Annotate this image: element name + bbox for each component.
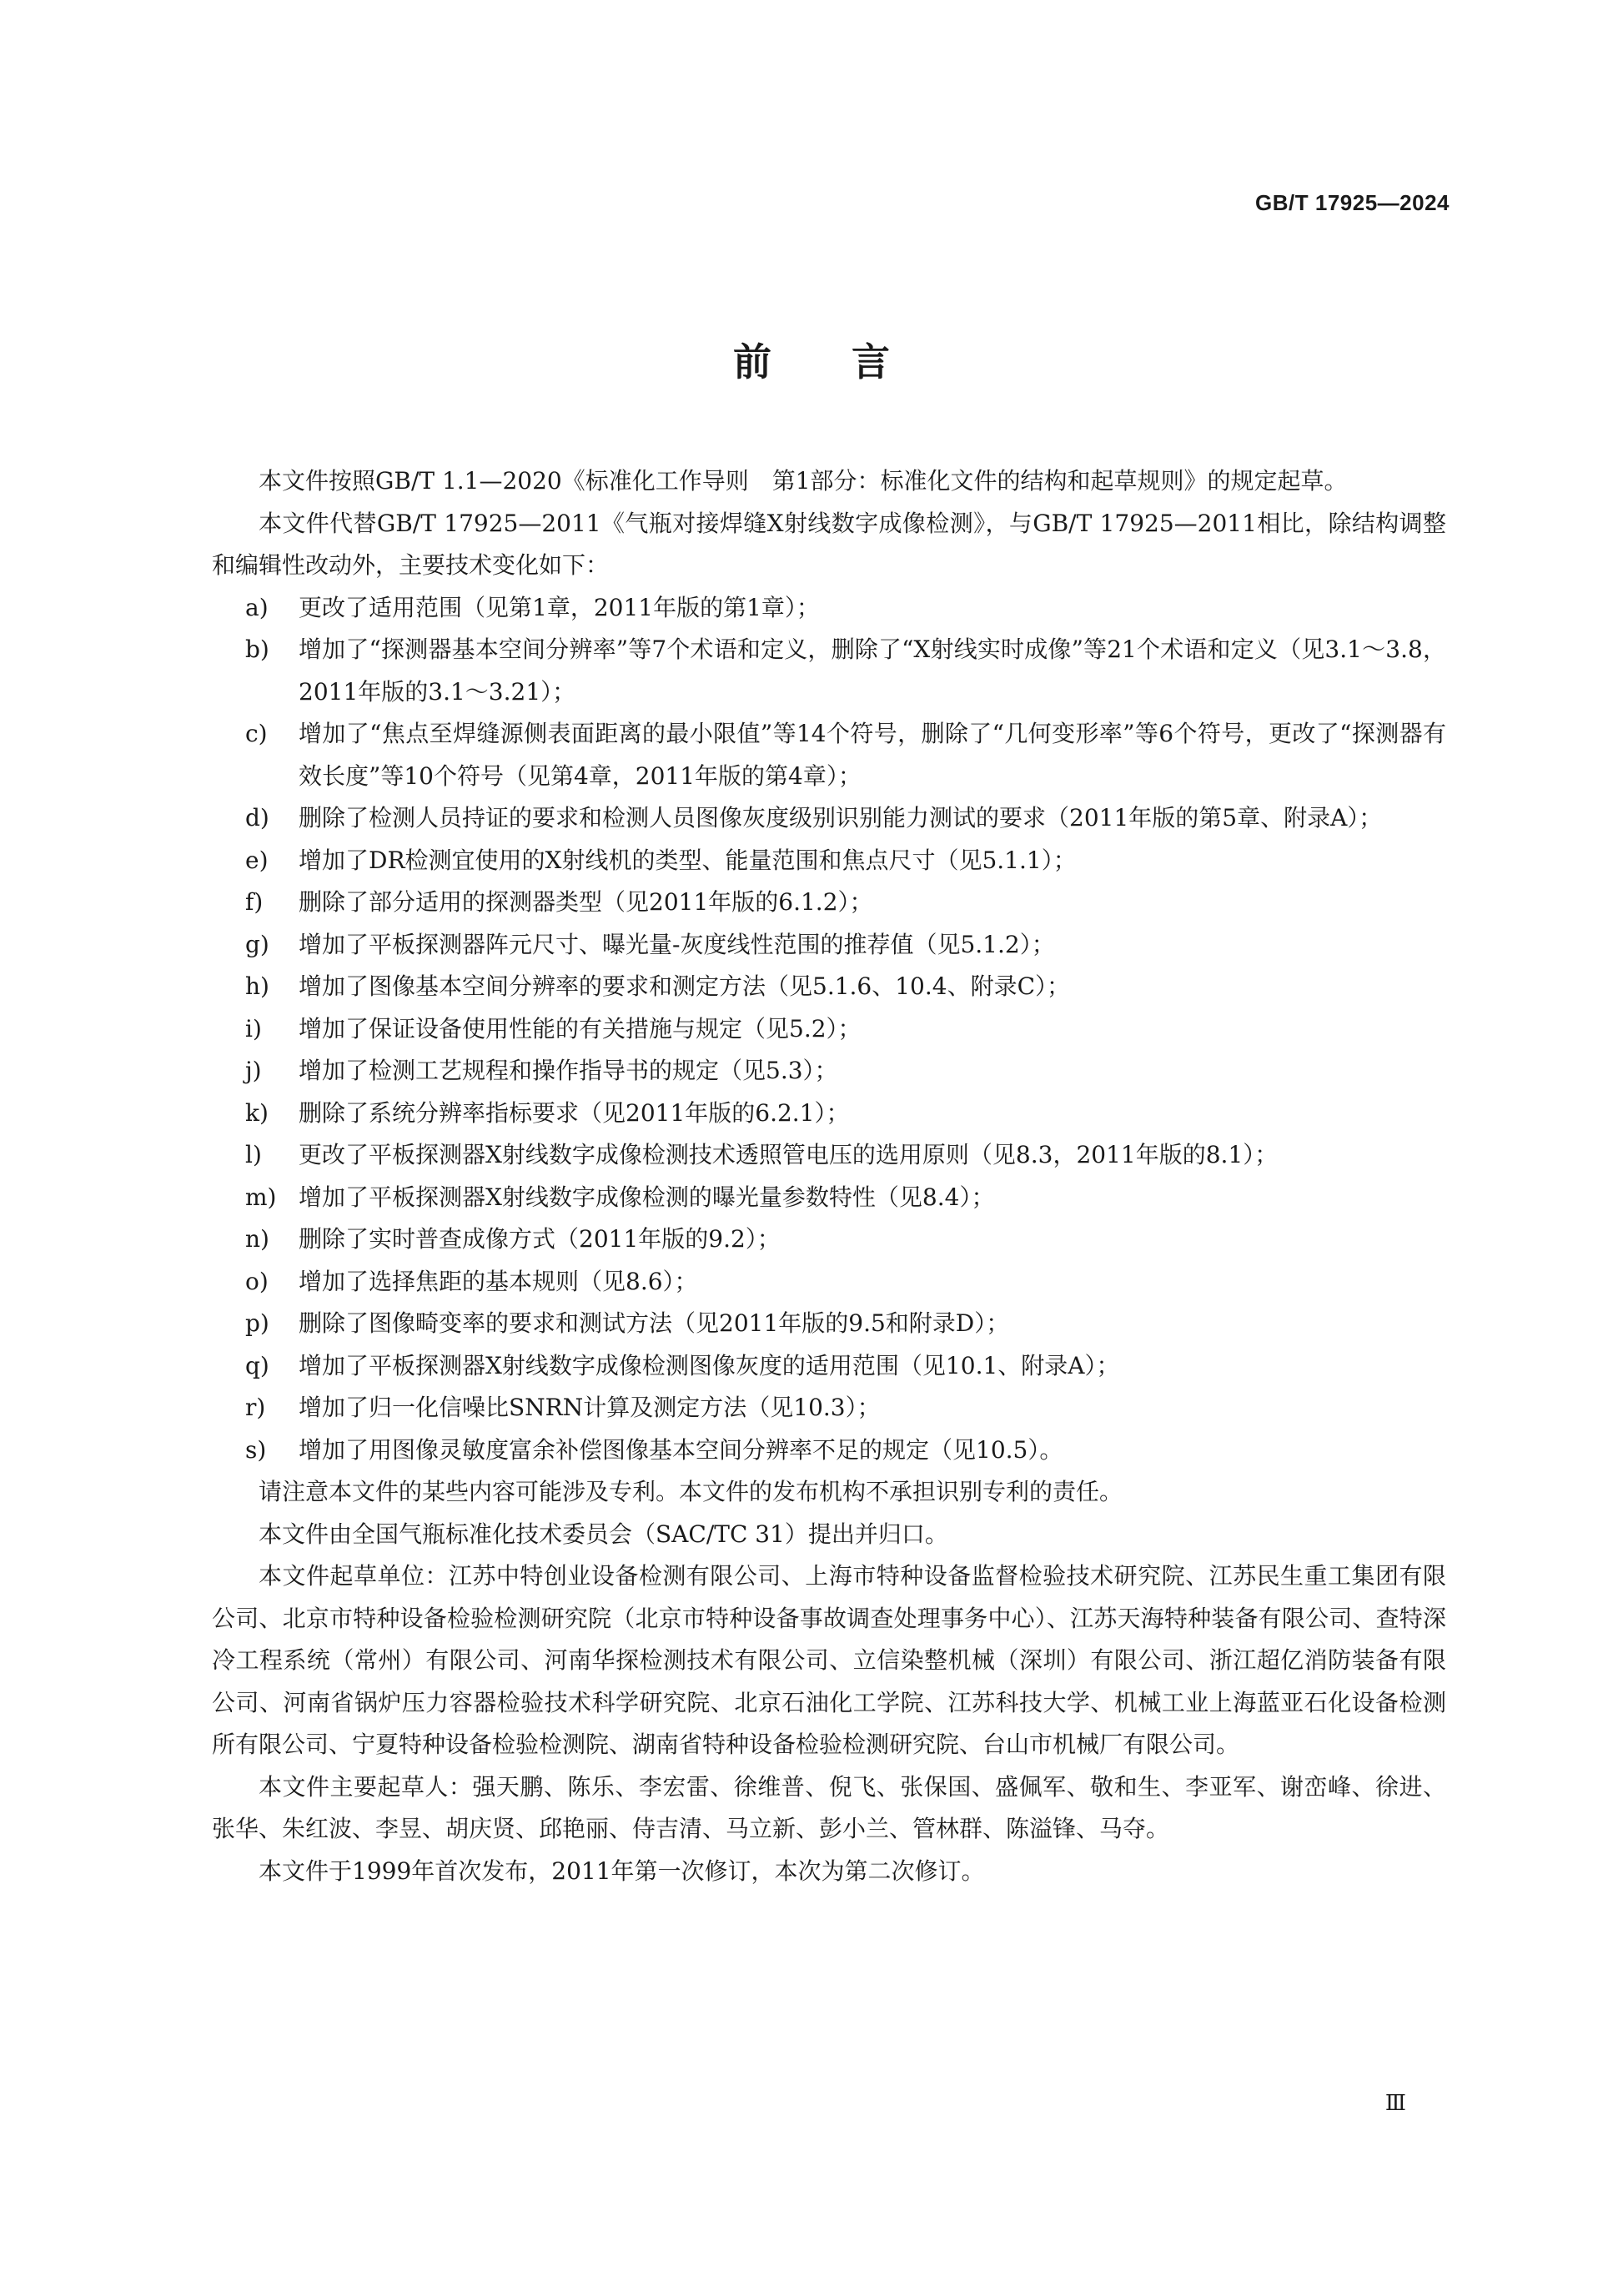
- list-item-label: b): [245, 636, 269, 663]
- list-item: [212, 629, 1446, 713]
- list-item-label: k): [245, 1098, 269, 1127]
- list-item-text: 删除了实时普查成像方式（2011年版的9.2）；: [299, 1225, 781, 1253]
- list-item: [212, 1303, 1446, 1345]
- list-item-text: 增加了DR检测宜使用的X射线机的类型、能量范围和焦点尺寸（见5.1.1）；: [299, 846, 1077, 874]
- list-item: [212, 1008, 1446, 1051]
- list-item-label: m): [245, 1183, 277, 1211]
- list-item-text: 增加了平板探测器X射线数字成像检测的曝光量参数特性（见8.4）；: [299, 1183, 995, 1211]
- list-item: [212, 1093, 1446, 1135]
- list-item: [212, 882, 1446, 924]
- list-item-text: 删除了检测人员持证的要求和检测人员图像灰度级别识别能力测试的要求（2011年版的第5章、附录A）；: [299, 804, 1383, 831]
- list-item-label: q): [245, 1351, 269, 1379]
- intro-paragraph-drafting-rules: 本文件按照GB/T 1.1—2020《标准化工作导则 第1部分：标准化文件的结构和起草规则》的规定起草。: [259, 467, 1348, 495]
- list-item-label: f): [245, 888, 264, 916]
- proposer-statement: 本文件由全国气瓶标准化技术委员会（SAC/TC 31）提出并归口。: [259, 1520, 948, 1548]
- list-item-label: j): [245, 1057, 262, 1084]
- list-item-text: 删除了图像畸变率的要求和测试方法（见2011年版的9.5和附录D）；: [299, 1309, 1010, 1337]
- list-item: [212, 1218, 1446, 1261]
- list-item: [212, 1387, 1446, 1429]
- drafting-persons: 本文件主要起草人：强天鹏、陈乐、李宏雷、徐维普、倪飞、张保国、盛佩军、敬和生、李亚军、谢峦峰、徐进、张华、朱红波、李昱、胡庆贤、邱艳丽、侍吉清、马立新、彭小兰、管林群、陈溢锋、马夺。: [212, 1772, 1446, 1842]
- list-item-text: 增加了保证设备使用性能的有关措施与规定（见5.2）；: [299, 1014, 862, 1042]
- publication-history: 本文件于1999年首次发布，2011年第一次修订，本次为第二次修订。: [259, 1856, 985, 1885]
- list-item-label: s): [245, 1435, 267, 1464]
- list-item-text: 增加了归一化信噪比SNRN计算及测定方法（见10.3）；: [299, 1394, 881, 1421]
- page-number: Ⅲ: [1384, 2091, 1406, 2116]
- drafting-organizations: 本文件起草单位：江苏中特创业设备检测有限公司、上海市特种设备监督检验技术研究院、江苏民生重工集团有限公司、北京市特种设备检验检测研究院（北京市特种设备事故调查处理事务中心）、江苏天海特种装备有限公司、查特深冷工程系统（常州）有限公司、河南华探检测技术有限公司、立信染整机械（深圳）有限公司、浙江超亿消防装备有限公司、河南省锅炉压力容器检验技术科学研究院、北京石油化工学院、江苏科技大学、机械工业上海蓝亚石化设备检测所有限公司、宁夏特种设备检验检测院、湖南省特种设备检验检测研究院、台山市机械厂有限公司。: [212, 1562, 1446, 1758]
- list-item: [212, 1177, 1446, 1219]
- list-item-label: e): [245, 846, 269, 874]
- list-item-label: n): [245, 1225, 269, 1253]
- list-item-text: 增加了选择焦距的基本规则（见8.6）；: [299, 1267, 698, 1295]
- list-item-text: 增加了“焦点至焊缝源侧表面距离的最小限值”等14个符号，删除了“几何变形率”等6个符号，更改了“探测器有效长度”等10个符号（见第4章，2011年版的第4章）；: [299, 720, 1446, 790]
- list-item-label: r): [245, 1394, 266, 1421]
- list-item-label: g): [245, 930, 269, 958]
- list-item-text: 删除了部分适用的探测器类型（见2011年版的6.1.2）；: [299, 888, 873, 916]
- list-item-label: a): [245, 593, 269, 621]
- list-item: [212, 1429, 1446, 1472]
- list-item: [212, 1261, 1446, 1304]
- list-item-text: 更改了平板探测器X射线数字成像检测技术透照管电压的选用原则（见8.3，2011年版的8.1）；: [299, 1141, 1279, 1168]
- list-item: [212, 924, 1446, 967]
- list-item: [212, 1134, 1446, 1177]
- list-item-text: 增加了平板探测器阵元尺寸、曝光量-灰度线性范围的推荐值（见5.1.2）；: [299, 930, 1055, 958]
- list-item: [212, 797, 1446, 840]
- list-item-label: p): [245, 1309, 269, 1337]
- list-item-label: o): [245, 1267, 269, 1295]
- list-item-label: i): [245, 1014, 262, 1042]
- foreword-body: [212, 460, 1446, 1892]
- list-item-text: 增加了“探测器基本空间分辨率”等7个术语和定义，删除了“X射线实时成像”等21个术语和定义（见3.1～3.8，2011年版的3.1～3.21）；: [299, 636, 1446, 706]
- list-item-text: 增加了平板探测器X射线数字成像检测图像灰度的适用范围（见10.1、附录A）；: [299, 1351, 1120, 1379]
- page-title: 前言: [733, 339, 970, 384]
- list-item-label: h): [245, 972, 269, 1000]
- list-item-label: l): [245, 1141, 262, 1168]
- list-item: [212, 1345, 1446, 1388]
- list-item: [212, 966, 1446, 1008]
- intro-paragraph-replacement: 本文件代替GB/T 17925—2011《气瓶对接焊缝X射线数字成像检测》，与GB/T 17925—2011相比，除结构调整和编辑性改动外，主要技术变化如下：: [212, 509, 1446, 579]
- list-item-label: c): [245, 720, 268, 747]
- list-item-text: 增加了检测工艺规程和操作指导书的规定（见5.3）；: [299, 1057, 838, 1084]
- list-item: [212, 1050, 1446, 1093]
- list-item: [212, 840, 1446, 882]
- changes-list: [212, 587, 1446, 1472]
- list-item-text: 增加了图像基本空间分辨率的要求和测定方法（见5.1.6、10.4、附录C）；: [299, 972, 1071, 1000]
- list-item: [212, 587, 1446, 630]
- list-item-text: 增加了用图像灵敏度富余补偿图像基本空间分辨率不足的规定（见10.5）。: [299, 1435, 1063, 1464]
- list-item-text: 更改了适用范围（见第1章，2011年版的第1章）；: [299, 593, 820, 621]
- list-item-label: d): [245, 804, 269, 831]
- standard-number: GB/T 17925—2024: [1255, 190, 1450, 215]
- patent-notice: 请注意本文件的某些内容可能涉及专利。本文件的发布机构不承担识别专利的责任。: [259, 1478, 1123, 1505]
- list-item-text: 删除了系统分辨率指标要求（见2011年版的6.2.1）；: [299, 1098, 850, 1127]
- list-item: [212, 713, 1446, 797]
